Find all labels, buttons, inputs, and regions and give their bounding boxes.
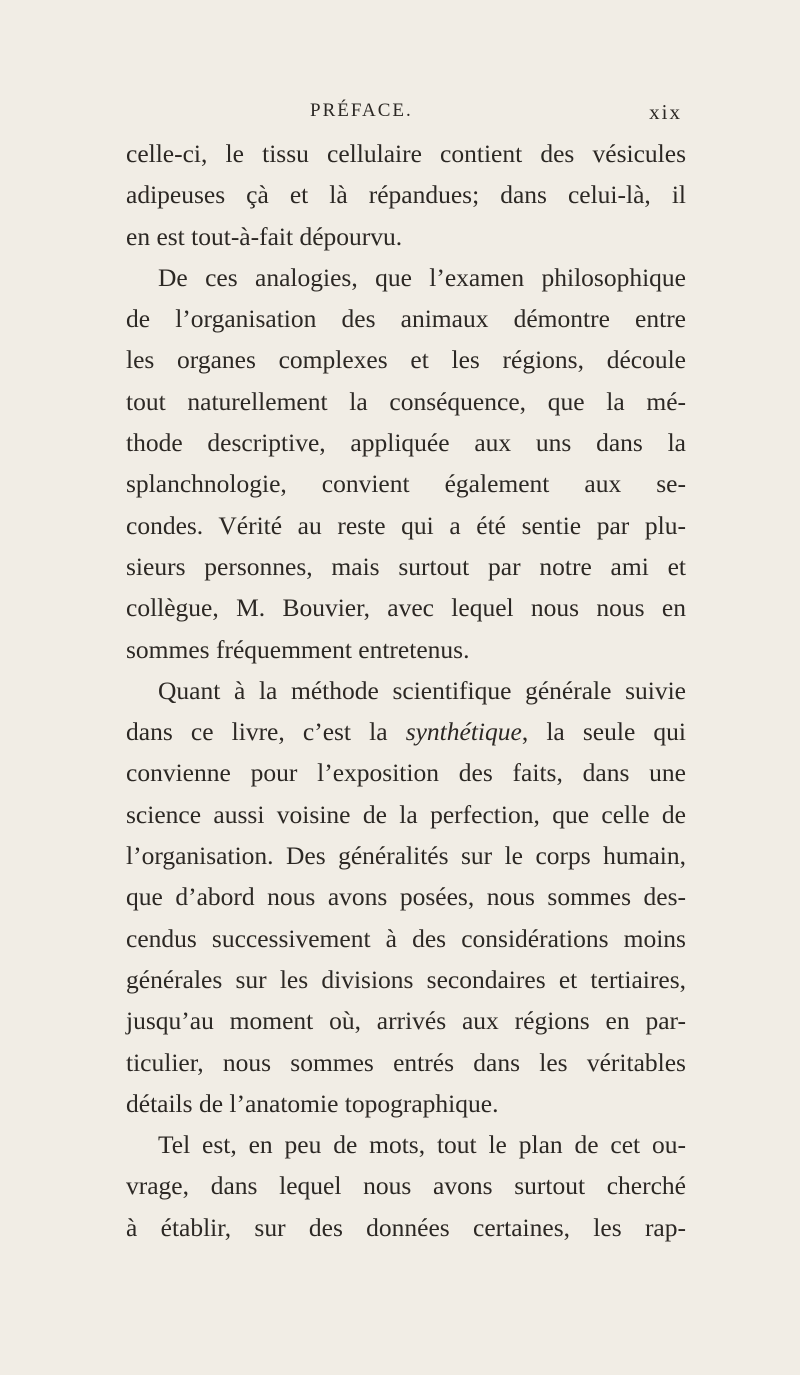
text-line: collègue, M. Bouvier, avec lequel nous nous en bbox=[126, 593, 686, 623]
text-line: condes. Vérité au reste qui a été sentie par plu- bbox=[126, 510, 686, 540]
text-line: l’organisation. Des généralités sur le corps humain, bbox=[126, 841, 686, 871]
text-segment: dans ce livre, c’est la bbox=[126, 717, 406, 747]
text-line: cendus successivement à des considérations moins bbox=[126, 923, 686, 953]
text-line: générales sur les divisions secondaires et tertiaires, bbox=[126, 964, 686, 994]
text-line: Tel est, en peu de mots, tout le plan de cet ou- bbox=[158, 1130, 686, 1160]
text-line: De ces analogies, que l’examen philosophique bbox=[158, 262, 686, 292]
text-line: détails de l’anatomie topographique. bbox=[126, 1088, 499, 1118]
text-line: convienne pour l’exposition des faits, dans une bbox=[126, 758, 686, 788]
text-line: de l’organisation des animaux démontre entre bbox=[126, 304, 686, 334]
text-line: sieurs personnes, mais surtout par notre ami et bbox=[126, 551, 686, 581]
text-line: splanchnologie, convient également aux se- bbox=[126, 469, 686, 499]
text-line: ticulier, nous sommes entrés dans les véritables bbox=[126, 1047, 686, 1077]
text-line: à établir, sur des données certaines, les rap- bbox=[126, 1212, 686, 1242]
text-line: jusqu’au moment où, arrivés aux régions en par- bbox=[126, 1006, 686, 1036]
text-line: que d’abord nous avons posées, nous sommes des- bbox=[126, 882, 686, 912]
text-line: vrage, dans lequel nous avons surtout cherché bbox=[126, 1171, 686, 1201]
page-header bbox=[126, 100, 682, 130]
text-line: adipeuses çà et là répandues; dans celui-là, il bbox=[126, 180, 686, 210]
text-line: tout naturellement la conséquence, que la mé- bbox=[126, 386, 686, 416]
body-text bbox=[126, 133, 686, 1248]
text-line: celle-ci, le tissu cellulaire contient des vésicules bbox=[126, 139, 686, 168]
italic-term: synthétique bbox=[405, 717, 522, 747]
text-line: thode descriptive, appliquée aux uns dans la bbox=[126, 428, 686, 458]
text-line: sommes fréquemment entretenus. bbox=[126, 634, 470, 664]
text-line: Quant à la méthode scientifique générale suivie bbox=[158, 675, 686, 705]
text-line: en est tout-à-fait dépourvu. bbox=[126, 221, 403, 251]
page-number: xix bbox=[649, 100, 682, 124]
text-line: les organes complexes et les régions, découle bbox=[126, 345, 686, 375]
text-line bbox=[126, 711, 686, 752]
text-line: science aussi voisine de la perfection, que celle de bbox=[126, 799, 686, 829]
running-head: PRÉFACE. bbox=[310, 100, 413, 121]
text-segment: , la seule qui bbox=[521, 717, 686, 747]
